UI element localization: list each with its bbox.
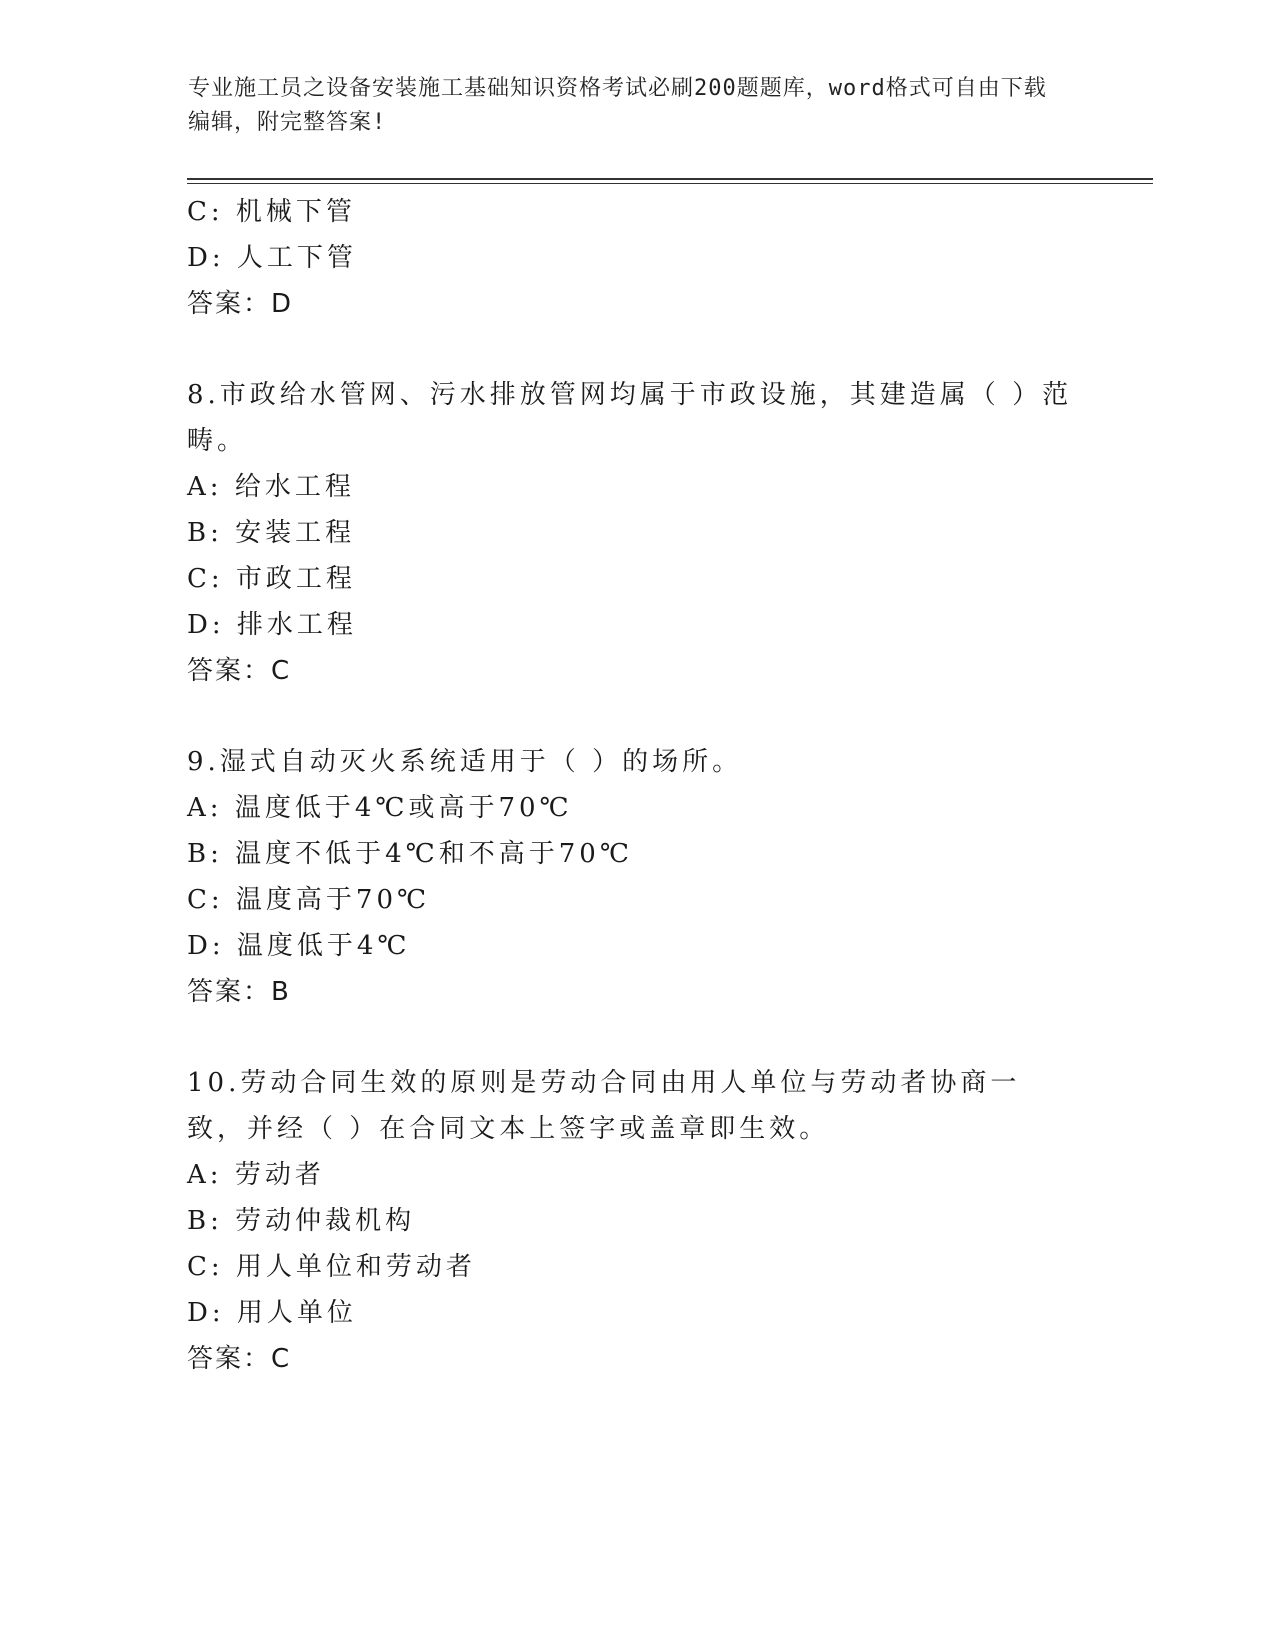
question-stem: 10.劳动合同生效的原则是劳动合同由用人单位与劳动者协商一致，并经（ ）在合同文本上签字或盖章即生效。 bbox=[187, 1068, 1021, 1144]
answer-line: 答案：B bbox=[187, 977, 291, 1007]
question-stem: 9.湿式自动灭火系统适用于（ ）的场所。 bbox=[187, 747, 743, 777]
option-d: D: 用人单位 bbox=[187, 1298, 357, 1328]
option-b: B: 劳动仲裁机构 bbox=[187, 1206, 416, 1236]
option-b: B: 安装工程 bbox=[187, 518, 356, 548]
option-b: B: 温度不低于4℃和不高于70℃ bbox=[187, 839, 633, 869]
option-d: D: 排水工程 bbox=[187, 610, 357, 640]
option-a: A: 劳动者 bbox=[187, 1160, 325, 1190]
question-content bbox=[187, 189, 1087, 1382]
header-divider bbox=[187, 178, 1153, 184]
option-a: A: 给水工程 bbox=[187, 472, 355, 502]
option-c: C: 机械下管 bbox=[187, 197, 356, 227]
option-c: C: 用人单位和劳动者 bbox=[187, 1252, 476, 1282]
answer-line: 答案：C bbox=[187, 656, 292, 686]
option-a: A: 温度低于4℃或高于70℃ bbox=[187, 793, 573, 823]
question-stem: 8.市政给水管网、污水排放管网均属于市政设施，其建造属（ ）范畴。 bbox=[187, 380, 1073, 456]
option-c: C: 市政工程 bbox=[187, 564, 356, 594]
answer-line: 答案：D bbox=[187, 289, 294, 319]
document-header: 专业施工员之设备安装施工基础知识资格考试必刷200题题库，word格式可自由下载编辑，附完整答案! bbox=[188, 76, 1047, 135]
option-d: D: 人工下管 bbox=[187, 243, 357, 273]
answer-line: 答案：C bbox=[187, 1344, 292, 1374]
option-d: D: 温度低于4℃ bbox=[187, 931, 411, 961]
option-c: C: 温度高于70℃ bbox=[187, 885, 431, 915]
